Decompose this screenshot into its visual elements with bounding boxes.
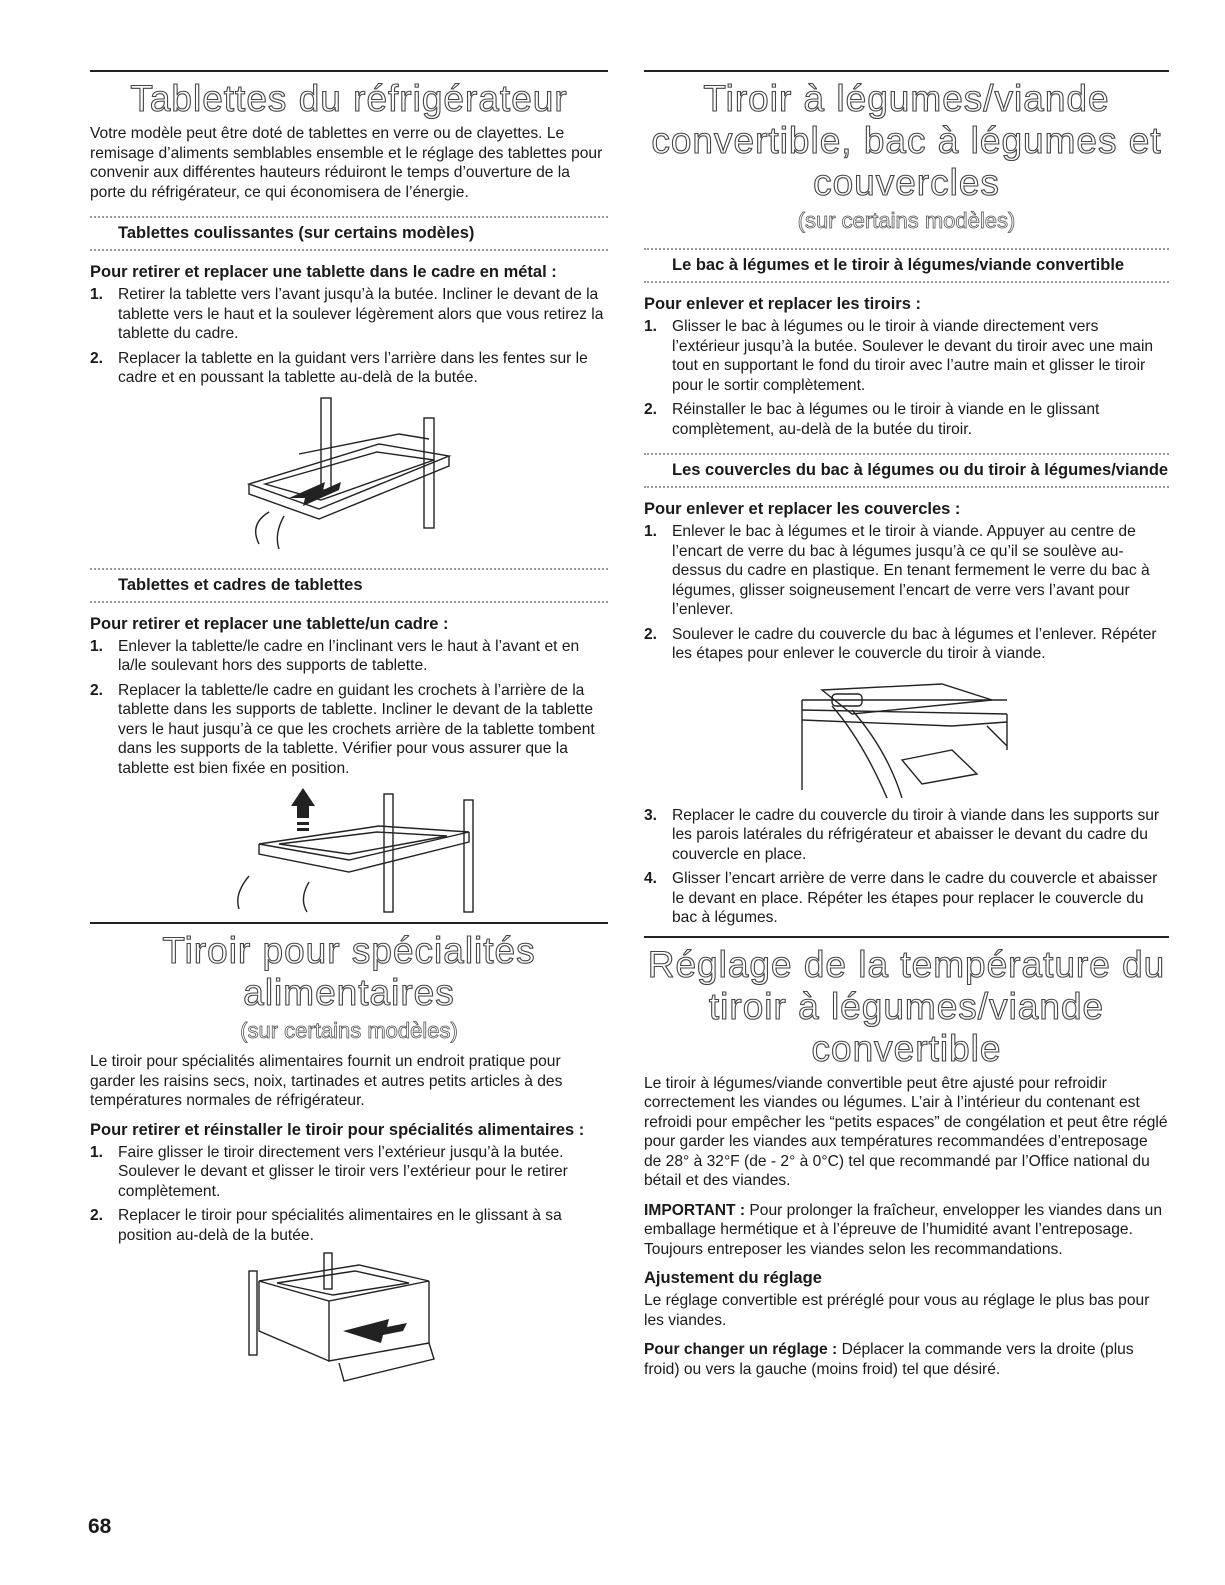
list-item: 1. Enlever le bac à légumes et le tiroir à viande. Appuyer au centre de l’encart de verre du bac à légumes jusqu’à ce qu’il se soulève au-dessus du cadre en plastique. En tenant fermement le verre du bac à légumes, glisser soigneusement l’encart de verre vers l’avant pour l’enlever. [644, 523, 1150, 618]
list-item: 4. Glisser l’encart arrière de verre dans le cadre du couvercle et abaisser le devant en place. Répéter les étapes pour replacer le couvercle du bac à légumes. [644, 870, 1158, 926]
band-crisper-convertible: Le bac à légumes et le tiroir à légumes/viande convertible [644, 248, 1169, 283]
list-item: 1. Enlever la tablette/le cadre en l’inclinant vers le haut à l’avant et en la/le soulevant hors des supports de tablette. [90, 637, 580, 674]
list-item: 2. Soulever le cadre du couvercle du bac à légumes et l’enlever. Répéter les étapes pour enlever le couvercle du tiroir à viande. [644, 625, 1157, 662]
list-item: 1. Faire glisser le tiroir directement vers l’extérieur jusqu’à la butée. Soulever le devant et glisser le tiroir vers l’extérieur pour le retirer complètement. [90, 1143, 568, 1200]
section-title-specialty-drawer: Tiroir pour spécialités alimentaires [162, 930, 536, 1013]
steps-specialty-drawer [90, 1143, 608, 1246]
shelf-frame-illustration [219, 784, 479, 914]
specialty-drawer-intro: Le tiroir pour spécialités alimentaires fournit un endroit pratique pour garder les raisins secs, noix, tartinades et autres petits articles à des températures normales de réfrigérateur. [90, 1053, 563, 1109]
steps-drawers [644, 317, 1169, 439]
list-item: 2. Replacer la tablette/le cadre en guidant les crochets à l’arrière de la tablette dans les supports de tablette. Incliner le devant de la tablette vers le haut jusqu’à ce que les crochets arrière de la tablette tombent dans les supports de la tablette. Vérifier pour vous assurer que la tablette est bien fixée en position. [90, 681, 595, 777]
important-note: IMPORTANT : Pour prolonger la fraîcheur, envelopper les viandes dans un emballage hermétique et à l’épreuve de l’humidité avant l’entreposage. Toujours entreposer les viandes selon les recommandations. [644, 1201, 1163, 1258]
band-sliding-shelves: Tablettes coulissantes (sur certains modèles) [90, 216, 608, 251]
crisper-cover-illustration [792, 670, 1022, 800]
sliding-shelf-illustration [229, 394, 469, 554]
section-rule [90, 922, 608, 924]
heading-remove-shelf-frame: Pour retirer et replacer une tablette/un cadre : [90, 614, 449, 633]
heading-remove-specialty-drawer: Pour retirer et réinstaller le tiroir pour spécialités alimentaires : [90, 1120, 585, 1139]
steps-sliding-shelves [90, 285, 608, 388]
band-covers: Les couvercles du bac à légumes ou du tiroir à légumes/viande [644, 453, 1169, 488]
list-item: 2. Réinstaller le bac à légumes ou le tiroir à viande en le glissant complètement, au-delà de la butée du tiroir. [644, 401, 1100, 438]
adjust-setting-text: Le réglage convertible est préréglé pour vous au réglage le plus bas pour les viandes. [644, 1292, 1150, 1329]
section-title-temperature: Réglage de la température du tiroir à légumes/viande convertible [647, 943, 1166, 1069]
section-title-convertible-drawer: Tiroir à légumes/viande convertible, bac à légumes et couvercles [651, 78, 1162, 203]
steps-covers [644, 522, 1169, 664]
section-title-shelves: Tablettes du réfrigérateur [130, 78, 568, 119]
right-column [644, 70, 1169, 1389]
specialty-drawer-illustration [239, 1251, 459, 1391]
heading-remove-covers: Pour enlever et replacer les couvercles : [644, 500, 961, 518]
page-number: 68 [88, 1515, 112, 1538]
heading-adjust-setting: Ajustement du réglage [644, 1269, 822, 1287]
band-shelves-frames: Tablettes et cadres de tablettes [90, 568, 608, 603]
temperature-intro: Le tiroir à légumes/viande convertible peut être ajusté pour refroidir correctement les viandes ou légumes. L’air à l’intérieur du contenant est refroidi pour empêcher les “petits espaces” de congélation et peut être réglé pour garder les viandes aux températures recommandées d’entreposage de 28° à 32°F (de - 2° à 0°C) tel que recommandé par l’Office national du bétail et des viandes. [644, 1074, 1168, 1189]
steps-covers-continued [644, 806, 1169, 928]
section-rule [644, 936, 1169, 938]
list-item: 2. Replacer la tablette en la guidant vers l’arrière dans les fentes sur le cadre et en poussant la tablette au-delà de la butée. [90, 349, 588, 386]
section-subtitle-some-models: (sur certains modèles) [797, 208, 1016, 233]
section-subtitle-some-models: (sur certains modèles) [240, 1018, 458, 1043]
list-item: 3. Replacer le cadre du couvercle du tiroir à viande dans les supports sur les parois latérales du réfrigérateur et abaisser le devant du cadre du couvercle en place. [644, 806, 1160, 863]
list-item: 2. Replacer le tiroir pour spécialités alimentaires en le glissant à sa position au-delà de la butée. [90, 1207, 562, 1244]
change-setting-text: Pour changer un réglage : Déplacer la commande vers la droite (plus froid) ou vers la gauche (moins froid) tel que désiré. [644, 1341, 1134, 1378]
heading-remove-drawers: Pour enlever et replacer les tiroirs : [644, 295, 921, 313]
top-rule [644, 70, 1169, 72]
steps-shelves-frames [90, 637, 608, 779]
top-rule [90, 70, 608, 72]
list-item: 1. Retirer la tablette vers l’avant jusqu’à la butée. Incliner le devant de la tablette vers le haut et la soulever légèrement alors que vous retirez la tablette du cadre. [90, 286, 604, 342]
heading-remove-shelf-metal: Pour retirer et replacer une tablette dans le cadre en métal : [90, 263, 557, 281]
left-column [90, 70, 608, 1397]
list-item: 1. Glisser le bac à légumes ou le tiroir à viande directement vers l’extérieur jusqu’à la butée. Soulever le devant du tiroir avec une main tout en supportant le fond du tiroir avec l’autre main et glisser le tiroir pour le sortir complètement. [644, 318, 1154, 394]
shelves-intro: Votre modèle peut être doté de tablettes en verre ou de clayettes. Le remisage d’aliments semblables ensemble et le réglage des tablettes pour convenir aux différentes hauteurs réduiront le temps d’ouverture de la porte du réfrigérateur, ce qui économisera de l’énergie. [90, 125, 603, 201]
